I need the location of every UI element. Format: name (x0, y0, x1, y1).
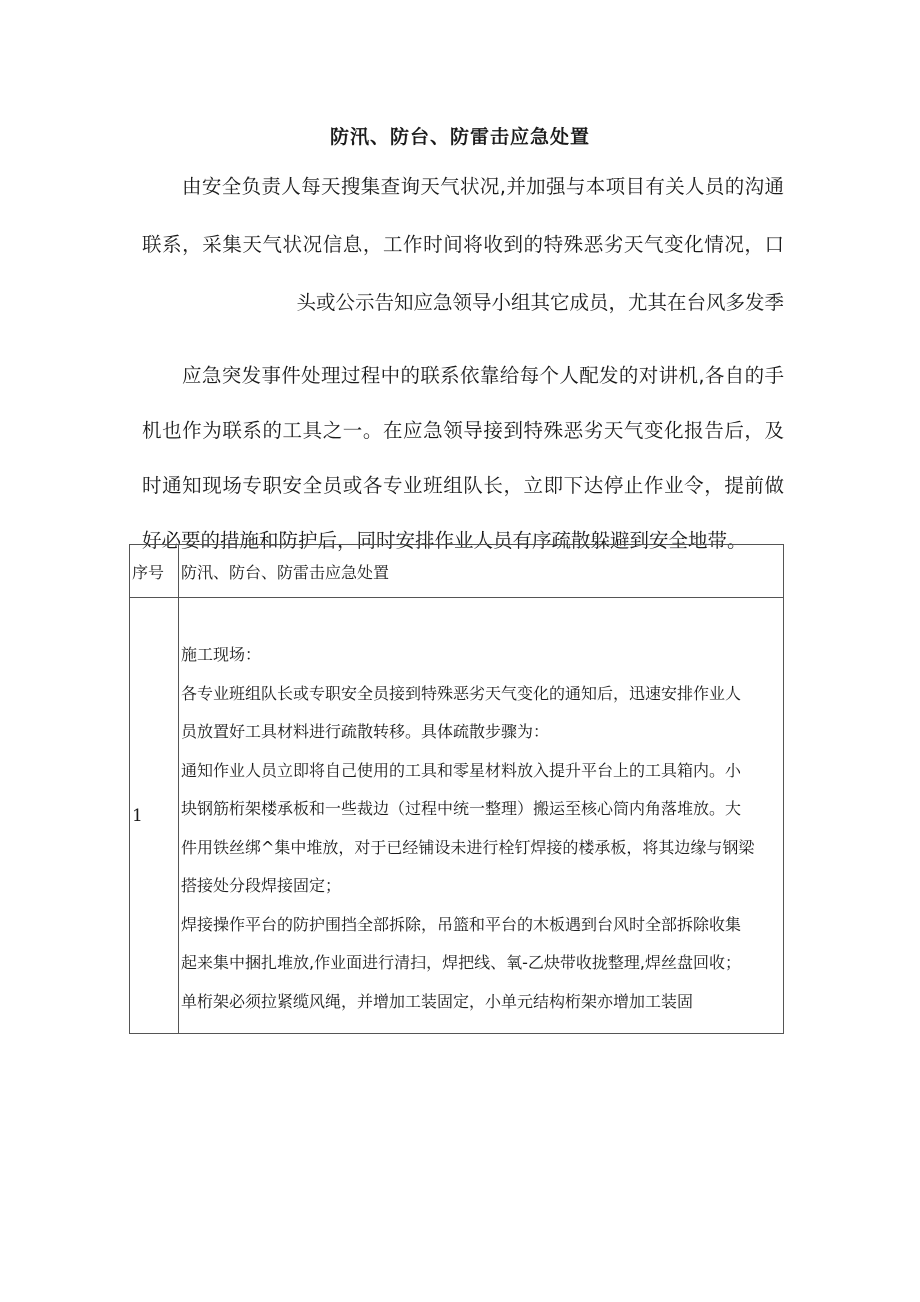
content-line: 起来集中捆扎堆放,作业面进行清扫，焊把线、氧-乙炔带收拢整理,焊丝盘回收； (181, 953, 741, 972)
content-line: 通知作业人员立即将自己使用的工具和零星材料放入提升平台上的工具箱内。小 (181, 760, 742, 780)
header-title: 防汛、防台、防雷击应急处置 (179, 545, 784, 598)
emergency-plan-table (129, 544, 784, 1034)
content-line: 件用铁丝绑^集中堆放，对于已经铺设未进行栓钉焊接的楼承板，将其边缘与钢梁 (181, 837, 755, 857)
table-row (130, 598, 784, 1034)
content-line: 员放置好工具材料进行疏散转移。具体疏散步骤为： (181, 722, 550, 741)
table-header-row (130, 545, 784, 598)
content-line: 单桁架必须拉紧缆风绳，并增加工装固定，小单元结构桁架亦增加工装固 (181, 991, 694, 1011)
content-line: 搭接处分段焊接固定； (181, 876, 342, 895)
content-line: 焊接操作平台的防护围挡全部拆除，吊篮和平台的木板遇到台风时全部拆除收集 (181, 914, 742, 934)
header-seq: 序号 (130, 545, 179, 598)
row-content (179, 598, 784, 1034)
document-title: 防汛、防台、防雷击应急处置 (329, 126, 590, 148)
content-line: 施工现场： (181, 645, 262, 664)
content-line: 块钢筋桁架楼承板和一些裁边（过程中统一整理）搬运至核心筒内角落堆放。大 (181, 799, 742, 818)
paragraph-emergency-communication: 应急突发事件处理过程中的联系依靠给每个人配发的对讲机,各自的手机也作为联系的工具之一。在应急领导接到特殊恶劣天气变化报告后，及时通知现场专职安全员或各专业班组队长，立即下达停止作业令，提前做好必要的措施和防护后，同时安排作业人员有序疏散躲避到安全地带。 (142, 364, 784, 552)
paragraph-weather-monitoring: 由安全负责人每天搜集查询天气状况,并加强与本项目有关人员的沟通联系，采集天气状况信息，工作时间将收到的特殊恶劣天气变化情况，口头或公示告知应急领导小组其它成员，尤其在台风多发季 (142, 175, 784, 314)
content-line: 各专业班组队长或专职安全员接到特殊恶劣天气变化的通知后，迅速安排作业人 (181, 683, 742, 703)
row-seq-number: 1 (130, 598, 179, 1034)
